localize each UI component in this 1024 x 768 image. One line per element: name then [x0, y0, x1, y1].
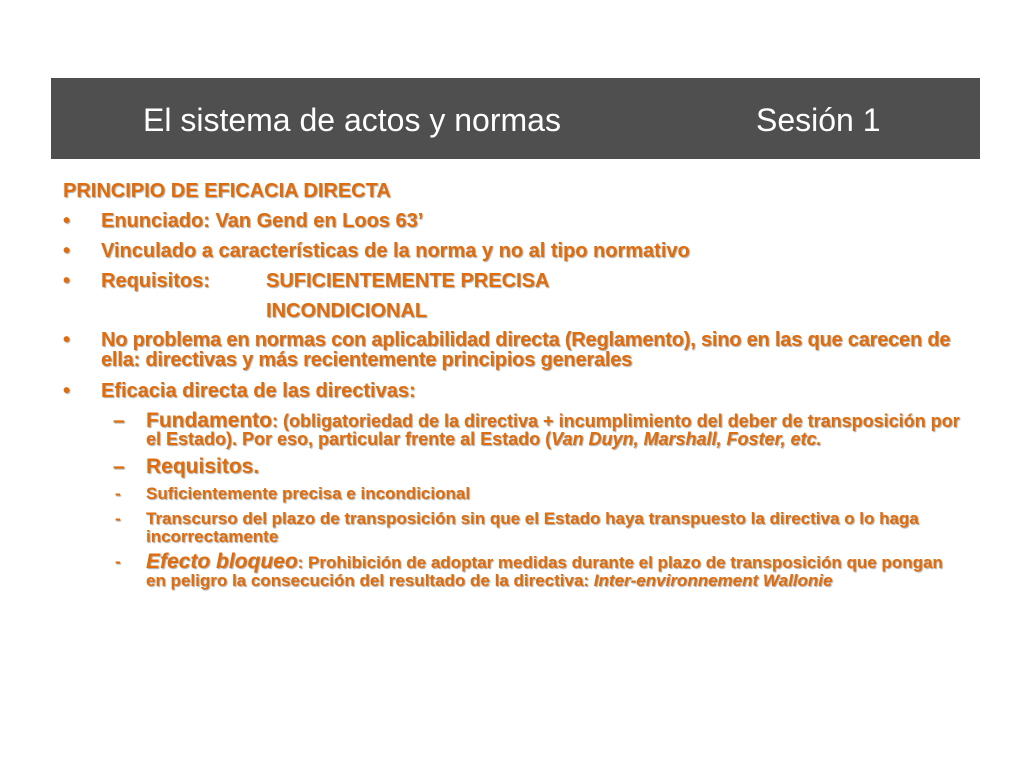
fundamento-term: Fundamento — [146, 409, 272, 432]
bullet-item — [63, 326, 963, 376]
bullet-dot: • — [63, 270, 71, 292]
requirement-text: Suficientemente precisa e incondicional — [146, 484, 471, 503]
session-label: Sesión 1 — [756, 102, 881, 138]
bullet-item — [63, 376, 963, 406]
title-bar — [51, 78, 980, 159]
efecto-bloqueo-case: Inter-environnement Wallonie — [593, 571, 833, 590]
fundamento-text: : (obligatoriedad de la directiva + incumplimiento del deber de transposición por el Estado). Por eso, particular frente al Estado ( — [146, 411, 960, 449]
bullet-hyphen: - — [115, 552, 121, 571]
bullet-hyphen: - — [115, 484, 121, 503]
efecto-bloqueo-term: Efecto bloqueo — [146, 550, 298, 573]
bullet-dot: • — [63, 329, 70, 351]
bullet-hyphen: - — [115, 509, 121, 528]
bullet-dot: • — [63, 210, 71, 232]
requirement-text: Transcurso del plazo de transposición sin que el Estado haya transpuesto la directiva o lo haga incorrectamente — [146, 509, 919, 546]
bullet-dot: • — [63, 240, 71, 262]
bullet-dash: – — [113, 409, 125, 432]
bullet-text: Eficacia directa de las directivas: — [101, 380, 416, 402]
requirement-item — [63, 480, 963, 505]
sub-bullet-item — [63, 452, 963, 480]
requirement-item — [63, 505, 963, 548]
requisitos-label: Requisitos: — [101, 270, 210, 292]
requisitos-value: INCONDICIONAL — [266, 300, 428, 322]
requisitos-value: SUFICIENTEMENTE PRECISA — [266, 270, 550, 292]
bullet-dash: – — [113, 455, 125, 478]
bullet-dot: • — [63, 380, 71, 402]
bullet-item — [63, 206, 963, 236]
bullet-item — [63, 266, 963, 296]
fundamento-cases: Van Duyn, Marshall, Foster, etc. — [551, 429, 822, 449]
bullet-text: No problema en normas con aplicabilidad directa (Reglamento), sino en las que carecen de ella: directivas y más recientemente principios generales — [101, 329, 951, 371]
requirement-item — [63, 548, 963, 592]
requisitos-subheading: Requisitos. — [146, 455, 260, 478]
section-heading: PRINCIPIO DE EFICACIA DIRECTA — [63, 180, 391, 202]
sub-bullet-item — [63, 406, 963, 452]
slide-title: El sistema de actos y normas — [143, 102, 561, 138]
bullet-item — [63, 236, 963, 266]
slide-content — [63, 176, 963, 592]
bullet-text: Enunciado: Van Gend en Loos 63’ — [101, 210, 424, 232]
bullet-text: Vinculado a características de la norma y no al tipo normativo — [101, 240, 690, 262]
efecto-bloqueo-text: : Prohibición de adoptar medidas durante el plazo de transposición que pongan en peligro la consecución del resultado de la directiva: — [146, 553, 943, 590]
